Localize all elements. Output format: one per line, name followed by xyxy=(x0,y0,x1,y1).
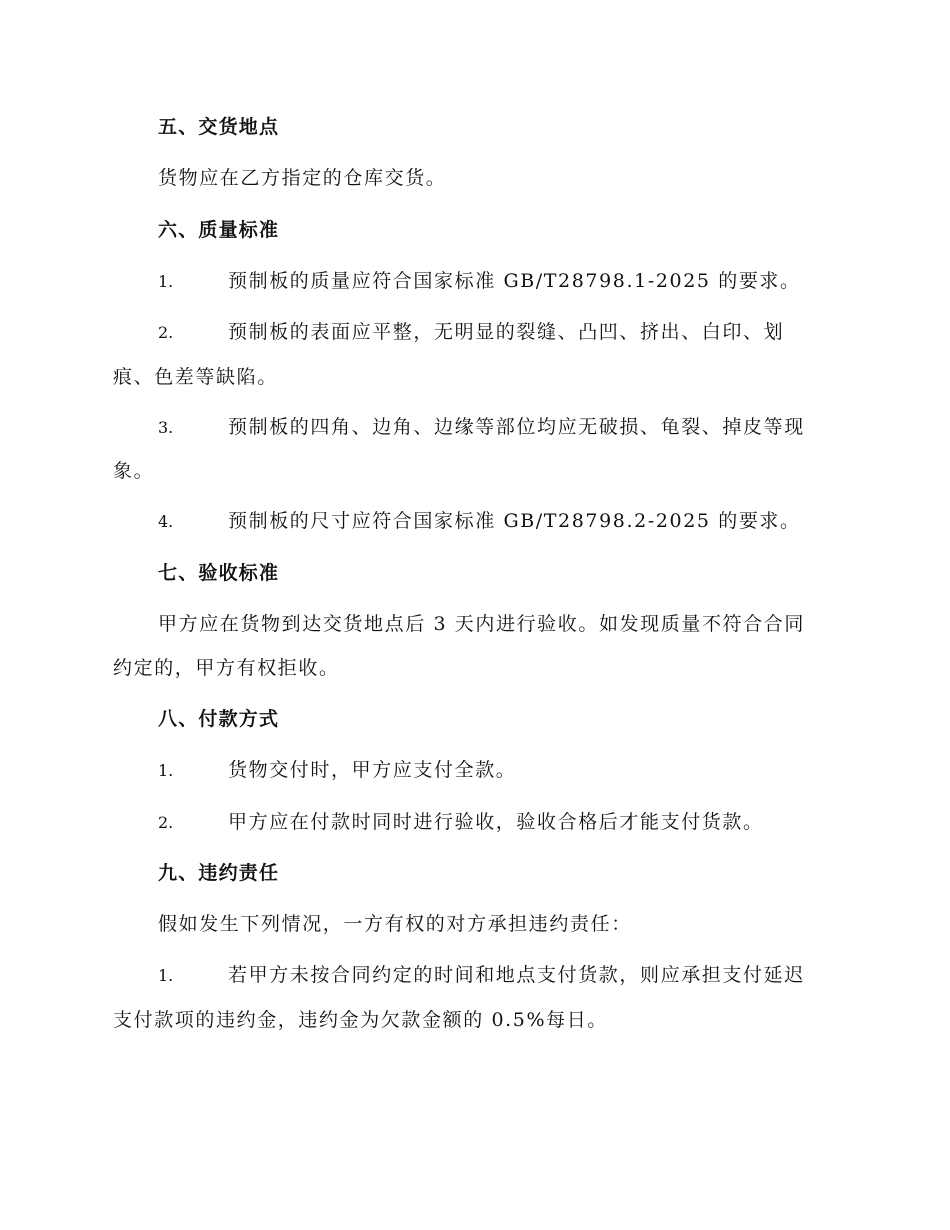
section-heading-quality-standard: 六、质量标准 xyxy=(158,219,280,241)
list-item xyxy=(158,748,883,793)
list-item xyxy=(158,405,883,450)
paragraph-acceptance-line2: 约定的，甲方有权拒收。 xyxy=(113,657,340,679)
list-text: 货物交付时，甲方应支付全款。 xyxy=(228,759,517,781)
list-number: 4. xyxy=(158,512,174,531)
list-item xyxy=(158,499,883,544)
list-item xyxy=(158,259,883,304)
section-heading-breach-liability: 九、违约责任 xyxy=(158,862,280,884)
list-text: 预制板的质量应符合国家标准 GB/T28798.1-2025 的要求。 xyxy=(228,270,801,292)
list-text: 预制板的尺寸应符合国家标准 GB/T28798.2-2025 的要求。 xyxy=(228,510,801,532)
list-item xyxy=(158,310,883,355)
list-number: 1. xyxy=(158,761,174,780)
list-number: 2. xyxy=(158,813,174,832)
section-heading-payment-method: 八、付款方式 xyxy=(158,708,280,730)
list-text: 若甲方未按合同约定的时间和地点支付货款，则应承担支付延迟 xyxy=(228,964,805,986)
list-number: 2. xyxy=(158,323,174,342)
list-text-continuation: 象。 xyxy=(113,460,155,482)
list-item xyxy=(158,953,883,998)
list-text: 预制板的表面应平整，无明显的裂缝、凸凹、挤出、白印、划 xyxy=(228,321,785,343)
list-text: 预制板的四角、边角、边缘等部位均应无破损、龟裂、掉皮等现 xyxy=(228,416,805,438)
list-number: 3. xyxy=(158,418,174,437)
paragraph-acceptance-line1: 甲方应在货物到达交货地点后 3 天内进行验收。如发现质量不符合合同 xyxy=(158,613,805,635)
list-number: 1. xyxy=(158,966,174,985)
paragraph-delivery-location: 货物应在乙方指定的仓库交货。 xyxy=(158,167,447,189)
list-number: 1. xyxy=(158,272,174,291)
list-text-continuation: 支付款项的违约金，违约金为欠款金额的 0.5%每日。 xyxy=(113,1009,608,1031)
section-heading-delivery-location: 五、交货地点 xyxy=(158,116,280,138)
section-heading-acceptance-standard: 七、验收标准 xyxy=(158,562,280,584)
list-text: 甲方应在付款时同时进行验收，验收合格后才能支付货款。 xyxy=(228,811,764,833)
list-item xyxy=(158,800,883,845)
paragraph-breach-intro: 假如发生下列情况，一方有权的对方承担违约责任： xyxy=(158,913,632,935)
list-text-continuation: 痕、色差等缺陷。 xyxy=(113,366,278,388)
